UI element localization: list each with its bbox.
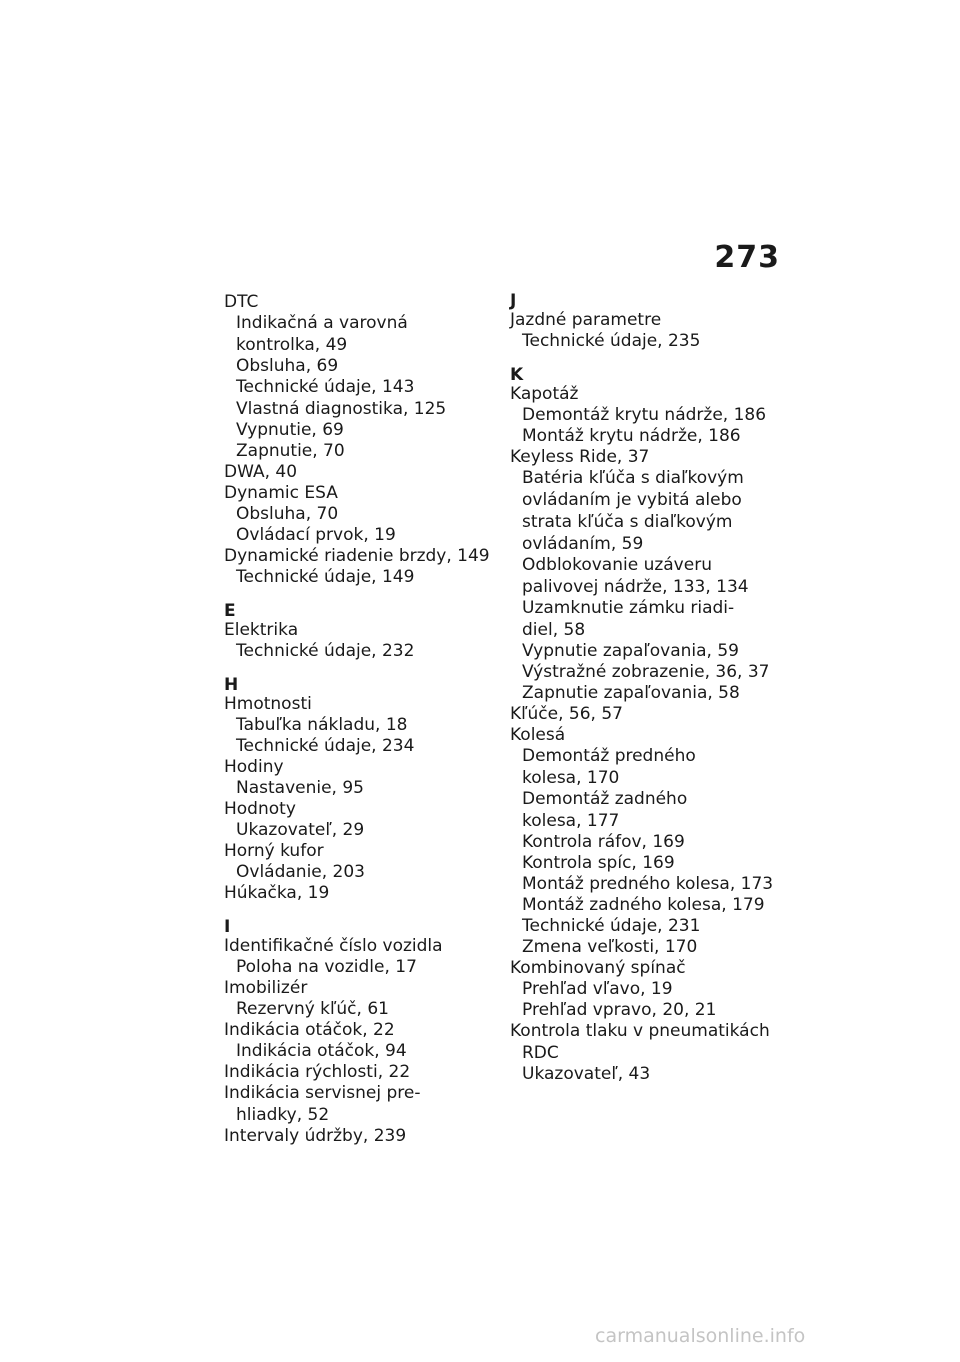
index-entry: Identifikačné číslo vozidla: [224, 936, 443, 956]
index-subentry: Indikácia otáčok, 94: [236, 1041, 407, 1061]
index-subentry: Demontáž predného: [522, 746, 696, 766]
index-column-right: [510, 292, 785, 1085]
index-subentry: Montáž krytu nádrže, 186: [522, 426, 741, 446]
index-entry: DTC: [224, 292, 259, 312]
index-subentry: Tabuľka nákladu, 18: [236, 715, 408, 735]
index-entry: Hodiny: [224, 757, 284, 777]
index-subentry: Technické údaje, 232: [236, 641, 415, 661]
index-entry: Hodnoty: [224, 799, 296, 819]
index-subentry: Ukazovateľ, 29: [236, 820, 365, 840]
index-subentry: Rezervný kľúč, 61: [236, 999, 389, 1019]
index-subentry: Výstražné zobrazenie, 36, 37: [522, 662, 770, 682]
index-subentry: RDC: [522, 1043, 559, 1063]
index-subentry: Ovládací prvok, 19: [236, 525, 396, 545]
index-subentry: Zmena veľkosti, 170: [522, 937, 698, 957]
index-subentry: kolesa, 170: [522, 768, 620, 788]
index-subentry: Montáž predného kolesa, 173: [522, 874, 774, 894]
index-entry: Kapotáž: [510, 384, 579, 404]
index-entry: Elektrika: [224, 620, 299, 640]
index-entry: Kontrola tlaku v pneumatikách: [510, 1021, 770, 1041]
index-subentry: ovládaním je vybitá alebo: [522, 490, 742, 510]
index-subentry: Batéria kľúča s diaľkovým: [522, 468, 744, 488]
section-letter: I: [224, 917, 231, 937]
index-subentry: diel, 58: [522, 620, 586, 640]
index-subentry: Kontrola ráfov, 169: [522, 832, 685, 852]
index-subentry: Obsluha, 70: [236, 504, 339, 524]
index-subentry: Ovládanie, 203: [236, 862, 366, 882]
section-letter: H: [224, 675, 239, 695]
index-subentry: Indikačná a varovná: [236, 313, 408, 333]
index-subentry: Zapnutie zapaľovania, 58: [522, 683, 740, 703]
index-subentry: Vypnutie zapaľovania, 59: [522, 641, 739, 661]
index-column-left: [224, 292, 499, 1147]
section-letter: E: [224, 601, 236, 621]
section-letter: K: [510, 365, 524, 385]
index-entry: Kolesá: [510, 725, 566, 745]
index-entry: Kombinovaný spínač: [510, 958, 686, 978]
watermark: carmanualsonline.info: [595, 1325, 806, 1347]
index-subentry: Vypnutie, 69: [236, 420, 344, 440]
index-entry: Dynamic ESA: [224, 483, 338, 503]
index-entry: Intervaly údržby, 239: [224, 1126, 407, 1146]
index-subentry: Prehľad vpravo, 20, 21: [522, 1000, 717, 1020]
index-subentry: Technické údaje, 149: [236, 567, 415, 587]
index-entry: Jazdné parametre: [510, 310, 662, 330]
index-entry: Indikácia otáčok, 22: [224, 1020, 395, 1040]
index-subentry: Zapnutie, 70: [236, 441, 345, 461]
index-subentry: Technické údaje, 231: [522, 916, 701, 936]
index-subentry: Ukazovateľ, 43: [522, 1064, 651, 1084]
index-subentry: Poloha na vozidle, 17: [236, 957, 417, 977]
index-subentry: Demontáž krytu nádrže, 186: [522, 405, 767, 425]
index-entry: Imobilizér: [224, 978, 308, 998]
index-subentry: ovládaním, 59: [522, 534, 644, 554]
index-subentry: Technické údaje, 234: [236, 736, 415, 756]
index-entry: Keyless Ride, 37: [510, 447, 650, 467]
index-entry: Húkačka, 19: [224, 883, 330, 903]
index-subentry: Montáž zadného kolesa, 179: [522, 895, 765, 915]
index-subentry: kolesa, 177: [522, 811, 620, 831]
index-entry: Kľúče, 56, 57: [510, 704, 623, 724]
index-subentry: kontrolka, 49: [236, 335, 348, 355]
index-subentry: Vlastná diagnostika, 125: [236, 399, 447, 419]
index-entry: Dynamické riadenie brzdy, 149: [224, 546, 490, 566]
index-subentry: Prehľad vľavo, 19: [522, 979, 673, 999]
index-subentry: hliadky, 52: [236, 1105, 330, 1125]
index-entry: Hmotnosti: [224, 694, 312, 714]
section-letter: J: [510, 291, 517, 311]
index-entry: Indikácia servisnej pre-: [224, 1083, 421, 1103]
index-subentry: Kontrola spíc, 169: [522, 853, 675, 873]
index-subentry: Uzamknutie zámku riadi-: [522, 598, 735, 618]
index-subentry: palivovej nádrže, 133, 134: [522, 577, 749, 597]
index-subentry: Technické údaje, 235: [522, 331, 701, 351]
index-entry: Horný kufor: [224, 841, 324, 861]
index-subentry: Obsluha, 69: [236, 356, 339, 376]
index-entry: DWA, 40: [224, 462, 298, 482]
index-entry: Indikácia rýchlosti, 22: [224, 1062, 411, 1082]
index-subentry: Nastavenie, 95: [236, 778, 364, 798]
index-subentry: strata kľúča s diaľkovým: [522, 512, 733, 532]
page-number: 273: [714, 240, 780, 275]
index-subentry: Odblokovanie uzáveru: [522, 555, 712, 575]
index-subentry: Demontáž zadného: [522, 789, 688, 809]
index-subentry: Technické údaje, 143: [236, 377, 415, 397]
